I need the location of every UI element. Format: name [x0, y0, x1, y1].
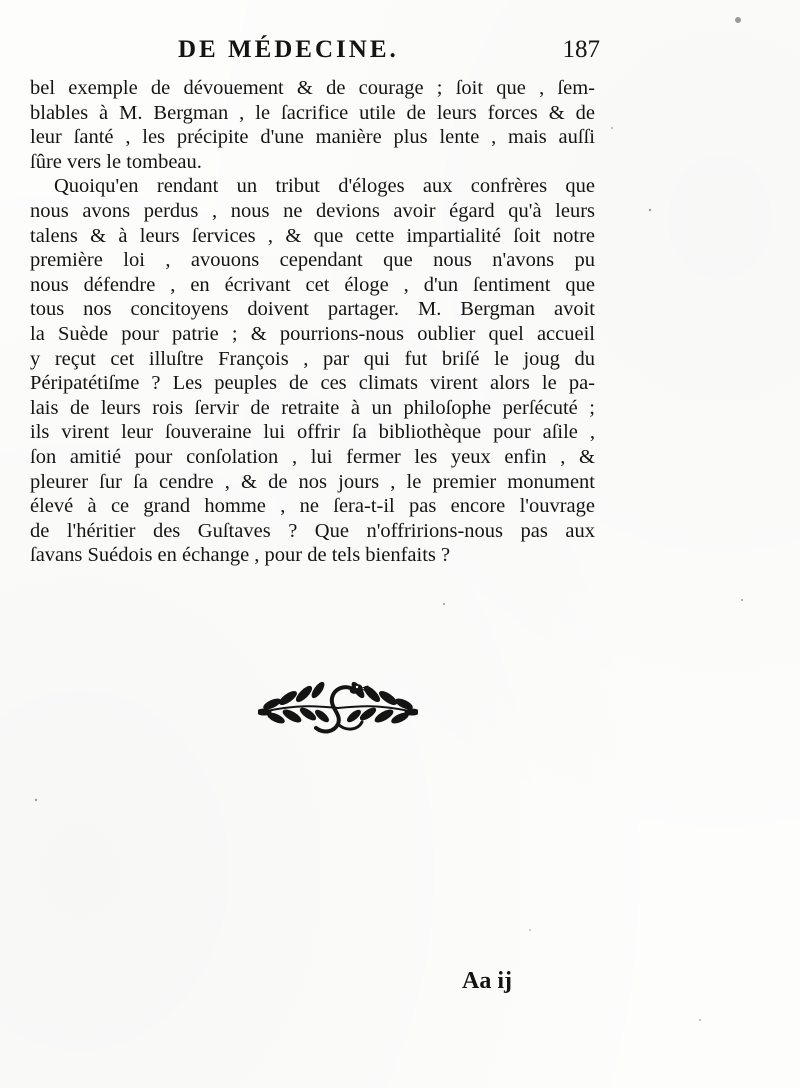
signature-mark: Aa ij	[462, 968, 512, 994]
page-number: 187	[562, 36, 600, 63]
text-line: talens & à leurs ſervices , & que cette impartialité ſoit notre	[30, 224, 595, 247]
text-line: nous défendre , en écrivant cet éloge , d'un ſentiment que	[30, 273, 595, 296]
text-line: leur ſanté , les précipite d'une manière plus lente , mais auſſi	[30, 126, 595, 149]
text-line: lais de leurs rois ſervir de retraite à un philoſophe perſécuté ;	[30, 396, 595, 419]
text-line: y reçut cet illuſtre François , par qui fut briſé le joug du	[30, 347, 595, 370]
text-line: tous nos concitoyens doivent partager. M. Bergman avoit	[30, 298, 595, 321]
text-line: Péripatétiſme ? Les peuples de ces climats virent alors le pa-	[30, 372, 595, 395]
text-line: élevé à ce grand homme , ne ſera-t-il pas encore l'ouvrage	[30, 495, 595, 518]
text-line: Quoiqu'en rendant un tribut d'éloges aux confrères que	[54, 175, 595, 198]
text-line: ſûre vers le tombeau.	[30, 150, 202, 173]
page-header	[30, 36, 600, 66]
text-line: la Suède pour patrie ; & pourrions-nous oublier quel accueil	[30, 322, 595, 345]
text-line: ils virent leur ſouveraine lui offrir ſa bibliothèque pour aſile ,	[30, 421, 595, 444]
text-line: nous avons perdus , nous ne devions avoir égard qu'à leurs	[30, 199, 595, 222]
text-line: ſon amitié pour conſolation , lui fermer les yeux enfin , &	[30, 445, 595, 468]
text-line: bel exemple de dévouement & de courage ; ſoit que , ſem-	[30, 77, 595, 99]
running-title: DE MÉDECINE.	[178, 36, 399, 63]
text-line: ſavans Suédois en échange , pour de tels bienfaits ?	[30, 544, 451, 567]
text-line: pleurer ſur ſa cendre , & de nos jours , le premier monument	[30, 470, 595, 493]
foliage-snake-ornament-icon	[258, 668, 418, 740]
text-line: première loi , avouons cependant que nous n'avons pu	[30, 249, 595, 272]
text-line: blables à M. Bergman , le ſacrifice utile de leurs forces & de	[30, 101, 595, 124]
text-line: de l'héritier des Guſtaves ? Que n'offririons-nous pas aux	[30, 519, 595, 542]
body-text	[30, 76, 595, 568]
